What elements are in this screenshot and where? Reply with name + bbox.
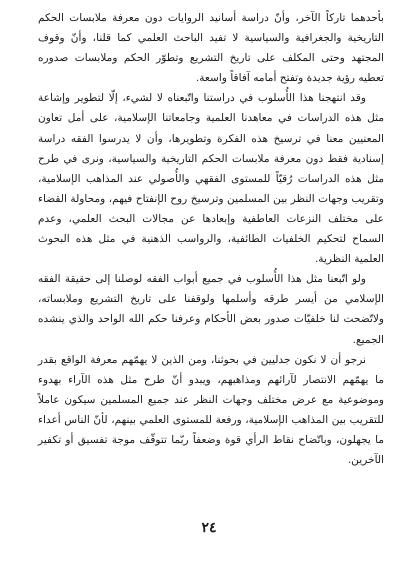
paragraph-1: بأحدهما تاركاً الآخر، وأنّ دراسة أسانيد الروايات دون معرفة ملابسات الحكم التاريخية والجغرافية والسياسية لا تفيد الباحث العلمي كما قلنا، وأنّ وقوف المجتهد وحتى المكلف على تاريخ التشريع وتطوّر الحكم وملابسات صدوره تعطيه رؤية جديدة وتفتح أمامه آفاقاً واسعة. <box>38 12 384 85</box>
paragraph-2: وقد انتهجنا هذا الأُسلوب في دراستنا واتّبعناه لا لشيء، إلّا لتطوير وإشاعة مثل هذه الدراسات في معاهدنا العلمية وجامعاتنا الإسلامية، على أمل تعاون المعنيين معنا في ترسيخ هذه الفكرة وتطويرها، وأن لا يدرسوا الفقه دراسة إسنادية فقط دون معرفة ملابسات الحكم التاريخية والسياسية، ونرى في طرح مثل هذه الدراسات رُقيّاً للمستوى الفقهي والأُصولي عند المذاهب الإسلامية، وتقريب وجهات النظر بين المسلمين وترسيخ روح الإنفتاح فيهم، ومحاولة القضاء على مختلف النزعات العاطفية وإبعادها عن مجالات البحث العلمي، وعدم السماح لتحكيم الخلفيات الطائفية، والرواسب الذهنية في مثل هذه البحوث العلمية النظرية. <box>38 92 384 266</box>
body-text <box>38 8 384 470</box>
page-number: ٢٤ <box>201 520 217 536</box>
paragraph-3: ولو اتّبعنا مثل هذا الأُسلوب في جميع أبواب الفقه لوصلنا إلى حقيقة الفقه الإسلامي من أيسر طرقه وأسلمها ولوقفنا على تاريخ التشريع وملابساته، ولاتّضحت لنا خلفيّات صدور بعض الأحكام وعرفنا حكم الله الواحد والذي ينشده الجميع. <box>38 273 384 346</box>
paragraph-4: نرجو أن لا نكون جدليين في بحوثنا، ومن الذين لا يهمّهم معرفة الواقع بقدر ما يهمّهم الانتصار لآرائهم ومذاهبهم، ويبدو أنّ طرح مثل هذه الآراء بهدوء وموضوعية مع عرض مختلف وجهات النظر عند جميع المسلمين سيكون عاملاً للتقريب بين المذاهب الإسلامية، ورفعة للمستوى العلمي بينهم، لأنّ الناس أعداء ما يجهلون، وباتّضاح نقاط الرأي قوة وضعفاً ربّما تتوقّف موجة تفسيق أو تكفير الآخرين. <box>38 353 384 467</box>
